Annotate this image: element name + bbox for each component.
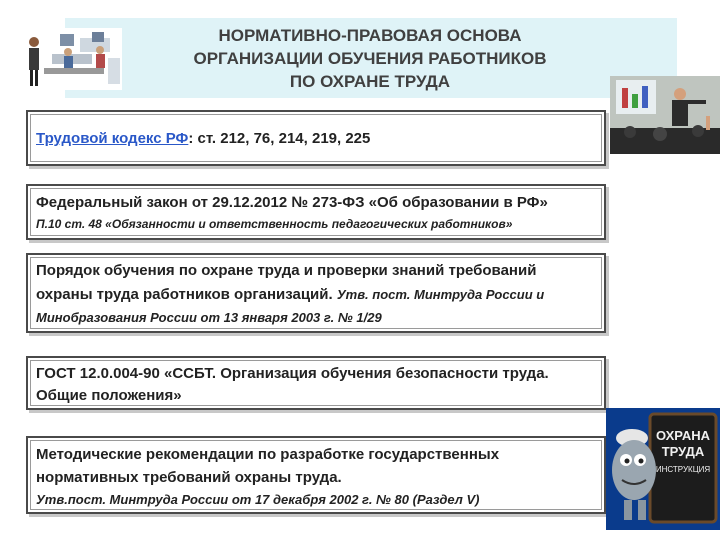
education-law-clause: П.10 ст. 48 «Обязанности и ответственность педагогических работников»	[36, 217, 513, 231]
methodical-line-2: нормативных требований охраны труда.	[36, 469, 342, 486]
labor-code-articles: : ст. 212, 76, 214, 219, 225	[188, 130, 371, 147]
page-title	[120, 24, 620, 93]
mascot-board-line-1: ОХРАНА	[656, 428, 710, 443]
education-law-box	[26, 184, 606, 240]
training-procedure-line-1: Порядок обучения по охране труда и проверки знаний требований	[36, 262, 537, 279]
labor-code-box	[26, 110, 606, 166]
methodical-recommendations-box	[26, 436, 606, 514]
title-line-3: ПО ОХРАНЕ ТРУДА	[289, 72, 451, 91]
gost-line-1: ГОСТ 12.0.004-90 «ССБТ. Организация обучения безопасности труда.	[36, 365, 549, 382]
training-procedure-approval: Утв. пост. Минтруда России и	[336, 287, 545, 302]
training-procedure-line-2a: охраны труда работников организаций.	[36, 286, 337, 303]
labor-code-text	[36, 130, 370, 147]
gost-line-2: Общие положения»	[36, 387, 182, 404]
safety-mascot-illustration	[606, 408, 720, 530]
training-procedure-line-2	[36, 286, 544, 303]
lecture-photo	[610, 76, 720, 154]
office-workers-illustration	[22, 28, 122, 90]
training-procedure-line-3: Минобразования России от 13 января 2003 г. № 1/29	[36, 310, 382, 325]
mascot-board-line-3: ИНСТРУКЦИЯ	[655, 465, 711, 474]
mascot-board-line-2: ТРУДА	[661, 444, 705, 459]
labor-code-link[interactable]: Трудовой кодекс РФ	[36, 130, 189, 147]
title-line-2: ОРГАНИЗАЦИИ ОБУЧЕНИЯ РАБОТНИКОВ	[193, 49, 547, 68]
title-line-1: НОРМАТИВНО-ПРАВОВАЯ ОСНОВА	[218, 26, 522, 45]
gost-box	[26, 356, 606, 410]
methodical-line-3: Утв.пост. Минтруда России от 17 декабря 2002 г. № 80 (Раздел V)	[36, 492, 480, 507]
training-procedure-box	[26, 253, 606, 333]
education-law-title: Федеральный закон от 29.12.2012 № 273-ФЗ «Об образовании в РФ»	[36, 194, 548, 211]
methodical-line-1: Методические рекомендации по разработке государственных	[36, 446, 500, 463]
